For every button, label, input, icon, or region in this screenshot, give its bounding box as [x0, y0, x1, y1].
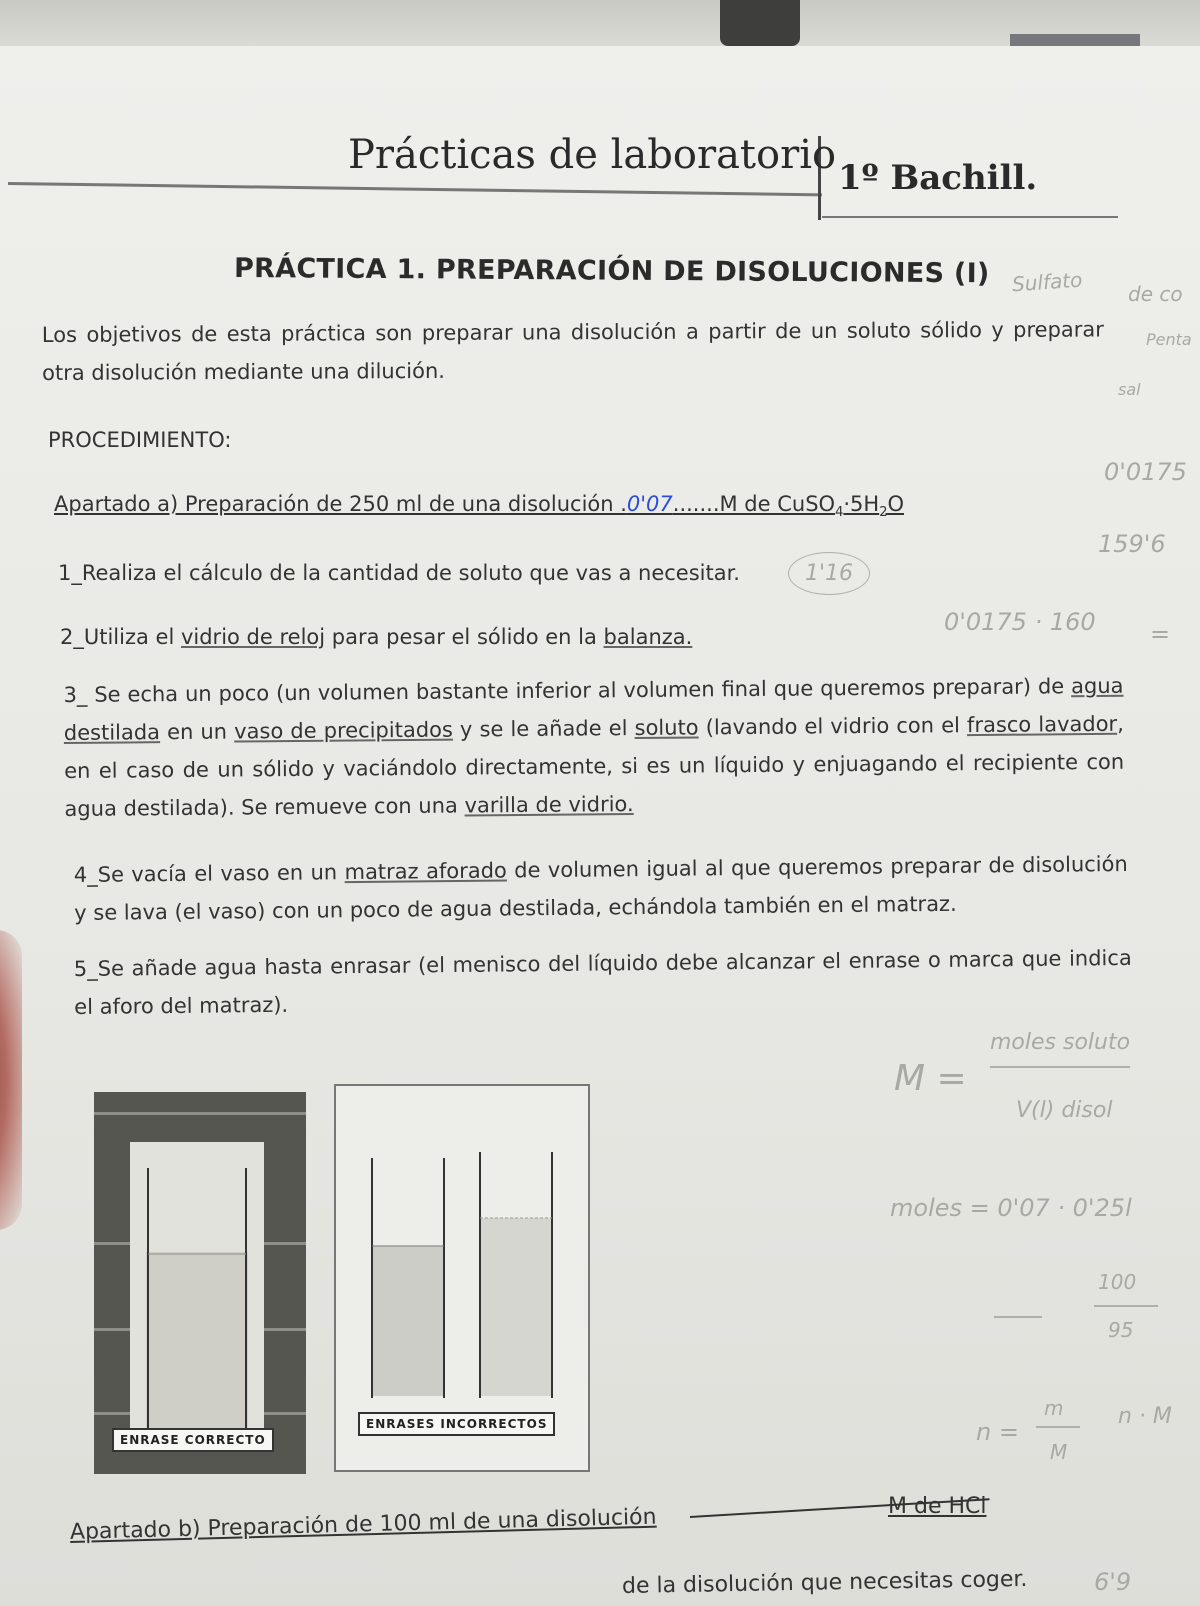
practice-title: PRÁCTICA 1. PREPARACIÓN DE DISOLUCIONES (I): [233, 253, 990, 290]
pencil-note: 0'0175: [1104, 458, 1187, 486]
pencil-note: n · M: [1118, 1404, 1172, 1429]
pencil-note: =: [1150, 620, 1171, 648]
pencil-note: Sulfato: [1011, 267, 1084, 297]
step-3-text: en un: [159, 719, 235, 745]
step-1: 1_Realiza el cálculo de la cantidad de soluto que vas a necesitar.: [58, 561, 740, 585]
step-4-text: de volumen igual al que queremos preparar de disolución y se lava (el vaso) con un poco de agua destilada, echándola también en el matraz.: [74, 851, 1128, 925]
intro-paragraph: Los objetivos de esta práctica son preparar una disolución a partir de un soluto sólido y preparar otra disolución mediante una dilución.: [41, 317, 1104, 385]
pencil-note: n =: [976, 1418, 1019, 1446]
fraction-bar: [1036, 1426, 1080, 1428]
step-3-term: varilla de vidrio.: [464, 792, 634, 818]
step-3: [63, 667, 1124, 828]
step-2: [60, 618, 692, 656]
pencil-note: de co: [1128, 282, 1183, 306]
pencil-dash: [994, 1316, 1042, 1318]
figure-incorrect-meniscus: [334, 1084, 590, 1472]
pencil-note: 95: [1108, 1318, 1134, 1342]
pencil-note: moles soluto: [990, 1030, 1131, 1055]
procedure-heading: PROCEDIMIENTO:: [48, 428, 232, 452]
step-2-term: vidrio de reloj: [180, 625, 326, 649]
step-4: [74, 845, 1129, 932]
step-3-text: y se le añade el: [452, 716, 635, 742]
section-b-unit: M de HCl: [888, 1494, 987, 1519]
step-3-term: frasco lavador: [966, 711, 1118, 738]
step-3-text: (lavando el vidrio con el: [698, 713, 968, 740]
label-correct: ENRASE CORRECTO: [112, 1428, 274, 1452]
background-object: [720, 0, 800, 46]
pencil-note: 100: [1098, 1270, 1137, 1294]
flask-neck: [130, 1142, 264, 1452]
formula-mid: ·5H: [843, 492, 880, 516]
formula-end: O: [887, 492, 904, 516]
last-line: de la disolución que necesitas coger.: [621, 1566, 1028, 1599]
step-3-text: , en el caso de un sólido y vaciándolo directamente, si es un líquido y enjuagando el recipiente con agua destilada). Se remueve con una: [64, 711, 1125, 821]
step-3-term: vaso de precipitados: [234, 717, 453, 744]
pencil-note: 6'9: [1094, 1568, 1132, 1596]
section-b-heading: Apartado b) Preparación de 100 ml de una disolución: [69, 1504, 657, 1545]
section-a-heading: [54, 492, 904, 520]
section-a-suffix: M de CuSO: [719, 492, 836, 516]
subscript: 4: [835, 505, 844, 521]
figure-stripe: [94, 1112, 306, 1115]
step-5: 5_Se añade agua hasta enrasar (el menisco del líquido debe alcanzar el enrase o marca que indica el aforo del matraz).: [73, 945, 1132, 1019]
header-course: 1º Bachill.: [838, 158, 1038, 198]
step-3-term: agua destilada: [63, 673, 1124, 746]
header-title: Prácticas de laboratorio: [348, 132, 837, 178]
pencil-note-circled: 1'16: [788, 552, 870, 595]
pencil-note: M: [1050, 1440, 1068, 1464]
pencil-note: moles = 0'07 · 0'25l: [890, 1194, 1132, 1222]
pencil-note: Penta: [1146, 330, 1192, 349]
section-a-prefix: Apartado a) Preparación de 250 ml de una disolución .: [54, 492, 627, 516]
pencil-note: sal: [1118, 380, 1141, 399]
pencil-note: 159'6: [1098, 530, 1166, 558]
pencil-note: V(l) disol: [1016, 1098, 1113, 1123]
figure-correct-meniscus: [94, 1092, 306, 1474]
fraction-bar: [1094, 1305, 1158, 1307]
step-4-term: matraz aforado: [344, 858, 507, 885]
blank-dots: .......: [672, 492, 720, 516]
fraction-bar: [990, 1066, 1130, 1068]
pencil-note: M =: [894, 1058, 967, 1099]
step-3-term: soluto: [634, 715, 699, 741]
step-2-text: para pesar el sólido en la: [325, 625, 604, 649]
header-rule: [822, 216, 1118, 218]
thumb: [0, 930, 22, 1230]
step-2-text: 2_Utiliza el: [60, 625, 181, 649]
flask-neck-drawing: [130, 1142, 264, 1452]
step-2-term: balanza.: [603, 625, 693, 649]
pencil-note: m: [1044, 1396, 1064, 1420]
handwritten-value: 0'07: [626, 492, 673, 516]
step-3-text: 3_ Se echa un poco (un volumen bastante inferior al volumen final que queremos preparar) de: [63, 674, 1072, 708]
step-4-text: 4_Se vacía el vaso en un: [73, 860, 345, 888]
pencil-note: 0'0175 · 160: [944, 608, 1096, 636]
label-incorrect: ENRASES INCORRECTOS: [358, 1412, 555, 1436]
subscript: 2: [879, 505, 888, 521]
